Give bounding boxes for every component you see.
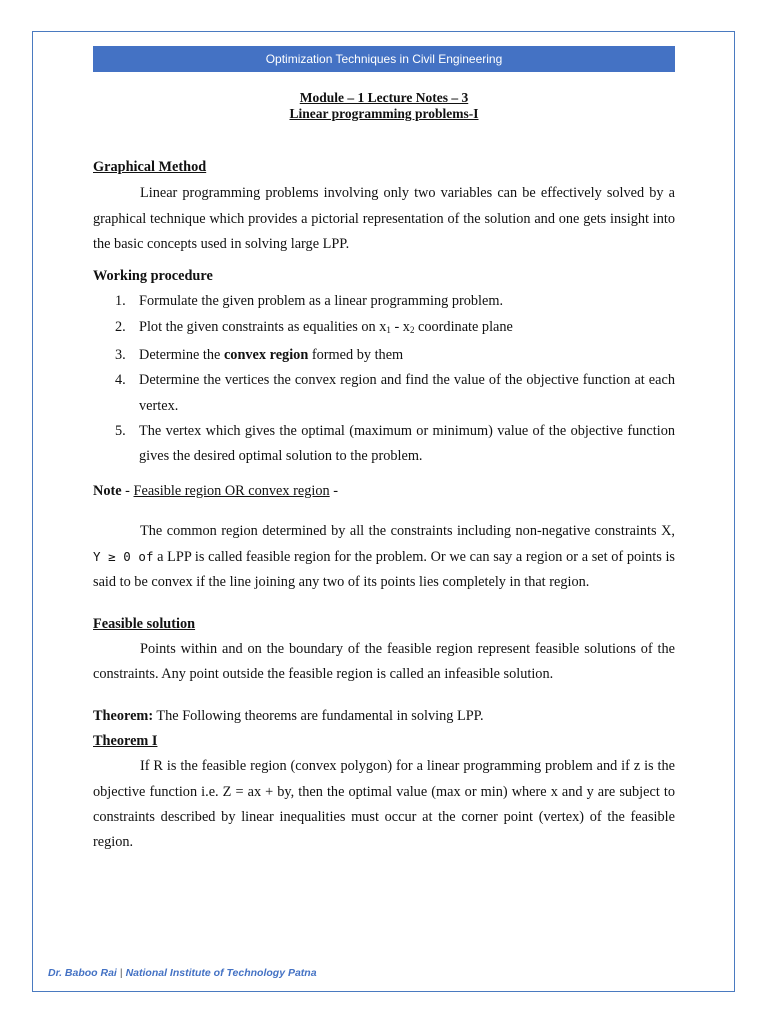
theorem-label: Theorem: <box>93 707 154 724</box>
note-text-part: a LPP is called feasible region for the problem. Or we can say a region or a set of points is said to be convex if the line joining any two of its points lies completely in that region. <box>93 549 675 591</box>
note-label: Note <box>93 482 122 499</box>
procedure-item <box>93 289 675 314</box>
theorem-text: The Following theorems are fundamental in solving LPP. <box>153 707 484 724</box>
footer <box>48 967 317 979</box>
procedure-item <box>93 368 675 419</box>
subscript: 1 <box>386 324 391 335</box>
procedure-item-text: Plot the given constraints as equalities on x <box>139 318 387 335</box>
procedure-item-number: 1. <box>115 293 126 310</box>
working-procedure-heading: Working procedure <box>93 268 213 285</box>
note-line <box>93 479 675 504</box>
header-title: Optimization Techniques in Civil Engineering <box>265 52 503 66</box>
procedure-item-text: Determine the vertices the convex region and find the value of the objective function at each vertex. <box>139 372 675 414</box>
note-dash: - <box>121 482 134 499</box>
procedure-item-number: 2. <box>115 318 126 335</box>
feasible-solution-text: Points within and on the boundary of the feasible region represent feasible solutions of the constraints. Any point outside the feasible region is called an infeasible solution. <box>93 641 675 683</box>
procedure-list <box>93 289 675 469</box>
footer-institute: National Institute of Technology Patna <box>125 967 317 979</box>
note-title: Feasible region OR convex region <box>133 482 330 499</box>
procedure-item-number: 4. <box>115 372 126 389</box>
module-title: Module – 1 Lecture Notes – 3 <box>299 90 469 105</box>
theorem-intro <box>93 704 675 729</box>
procedure-item-text: Determine the <box>139 347 224 364</box>
theorem-1-heading: Theorem I <box>93 732 158 749</box>
lecture-title: Linear programming problems-I <box>289 106 479 121</box>
subscript: 2 <box>409 324 415 335</box>
procedure-item-text: coordinate plane <box>414 318 513 335</box>
procedure-item <box>93 315 675 343</box>
procedure-item-text: Formulate the given problem as a linear programming problem. <box>139 293 504 310</box>
note-math: Y ≥ 0 of <box>93 549 154 565</box>
graphical-method-text: Linear programming problems involving only two variables can be effectively solved by a graphical technique which provides a pictorial representation of the solution and one gets insight into the basic concepts used in solving large LPP. <box>93 185 675 252</box>
procedure-item-text: formed by them <box>308 347 404 364</box>
procedure-item <box>93 343 675 368</box>
header-bar <box>93 46 675 72</box>
feasible-solution-heading: Feasible solution <box>93 615 196 632</box>
convex-region-term: convex region <box>223 347 309 364</box>
footer-separator: | <box>119 967 123 979</box>
note-text <box>93 519 675 596</box>
procedure-item-number: 5. <box>115 422 126 439</box>
title-block <box>93 90 675 122</box>
procedure-item <box>93 419 675 470</box>
procedure-item-text: - x <box>390 318 410 335</box>
procedure-item-text: The vertex which gives the optimal (maximum or minimum) value of the objective function gives the desired optimal solution to the problem. <box>139 422 675 465</box>
theorem-1-text: If R is the feasible region (convex polygon) for a linear programming problem and if z is the objective function i.e. Z = ax + by, then the optimal value (max or min) where x and y are subject to constraints described by linear inequalities must occur at the corner point (vertex) of the feasible region. <box>93 758 675 851</box>
note-text-part: The common region determined by all the constraints including non-negative constraints X, <box>140 522 675 539</box>
graphical-method-heading: Graphical Method <box>93 159 207 175</box>
footer-author: Dr. Baboo Rai <box>48 967 117 979</box>
note-trail: - <box>329 482 338 499</box>
procedure-item-number: 3. <box>115 347 126 364</box>
document-body <box>93 155 675 855</box>
